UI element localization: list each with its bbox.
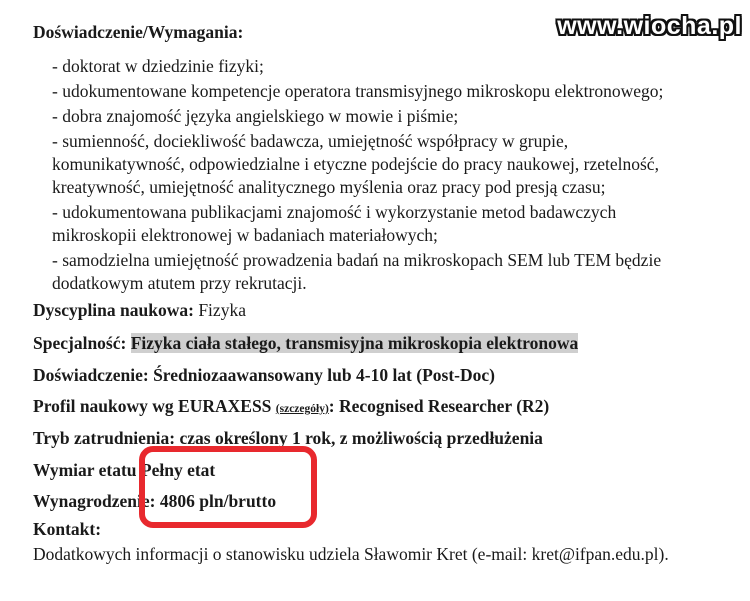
requirement-item: - dobra znajomość języka angielskiego w mowie i piśmie; <box>52 106 459 126</box>
requirements-heading: Doświadczenie/Wymagania: <box>33 22 244 42</box>
discipline-label: Dyscyplina naukowa: <box>33 300 194 320</box>
workload-value: Pełny etat <box>136 460 216 480</box>
employment-value: czas określony 1 rok, z możliwością przedłużenia <box>175 428 543 448</box>
red-highlight-box <box>136 446 317 528</box>
requirement-item: kreatywność, umiejętność analitycznego myślenia oraz pracy pod presją czasu; <box>52 177 606 197</box>
profile-row <box>33 395 549 420</box>
requirement-item: - udokumentowane kompetencje operatora transmisyjnego mikroskopu elektronowego; <box>52 81 664 101</box>
salary-label: Wynagrodzenie <box>33 491 150 511</box>
contact-text: Dodatkowych informacji o stanowisku udziela Sławomir Kret (e-mail: kret@ifpan.edu.pl). <box>33 544 669 564</box>
site-watermark: www.wiocha.pl <box>557 12 742 40</box>
profile-value: : Recognised Researcher (R2) <box>328 396 550 416</box>
requirement-item: - doktorat w dziedzinie fizyki; <box>52 56 264 76</box>
discipline-value: Fizyka <box>193 300 246 320</box>
discipline-row <box>33 299 246 321</box>
experience-label: Doświadczenie: <box>33 365 149 385</box>
experience-row <box>33 364 495 386</box>
requirement-item: - sumienność, dociekliwość badawcza, umiejętność współpracy w grupie, <box>52 131 569 151</box>
specialty-value: Fizyka ciała stałego, transmisyjna mikroskopia elektronowa <box>130 333 579 353</box>
workload-label: Wymiar etatu <box>33 460 137 480</box>
salary-value: : 4806 pln/brutto <box>149 491 277 511</box>
employment-label: Tryb zatrudnienia: <box>33 428 176 448</box>
specialty-label: Specjalność: <box>33 333 127 353</box>
contact-label: Kontakt: <box>33 519 102 539</box>
requirement-item: - samodzielna umiejętność prowadzenia badań na mikroskopach SEM lub TEM będzie <box>52 250 662 270</box>
details-link[interactable]: (szczegóły) <box>275 403 329 415</box>
specialty-row <box>33 332 578 354</box>
experience-value: Średniozaawansowany lub 4-10 lat (Post-Doc) <box>148 365 495 385</box>
profile-label: Profil naukowy wg EURAXESS <box>33 396 276 416</box>
requirement-item: dodatkowym atutem przy rekrutacji. <box>52 273 307 293</box>
requirement-item: mikroskopii elektronowej w badaniach materiałowych; <box>52 225 438 245</box>
requirement-item: komunikatywność, odpowiedzialne i etyczne podejście do pracy naukowej, rzetelność, <box>52 154 659 174</box>
requirement-item: - udokumentowana publikacjami znajomość i wykorzystanie metod badawczych <box>52 202 617 222</box>
